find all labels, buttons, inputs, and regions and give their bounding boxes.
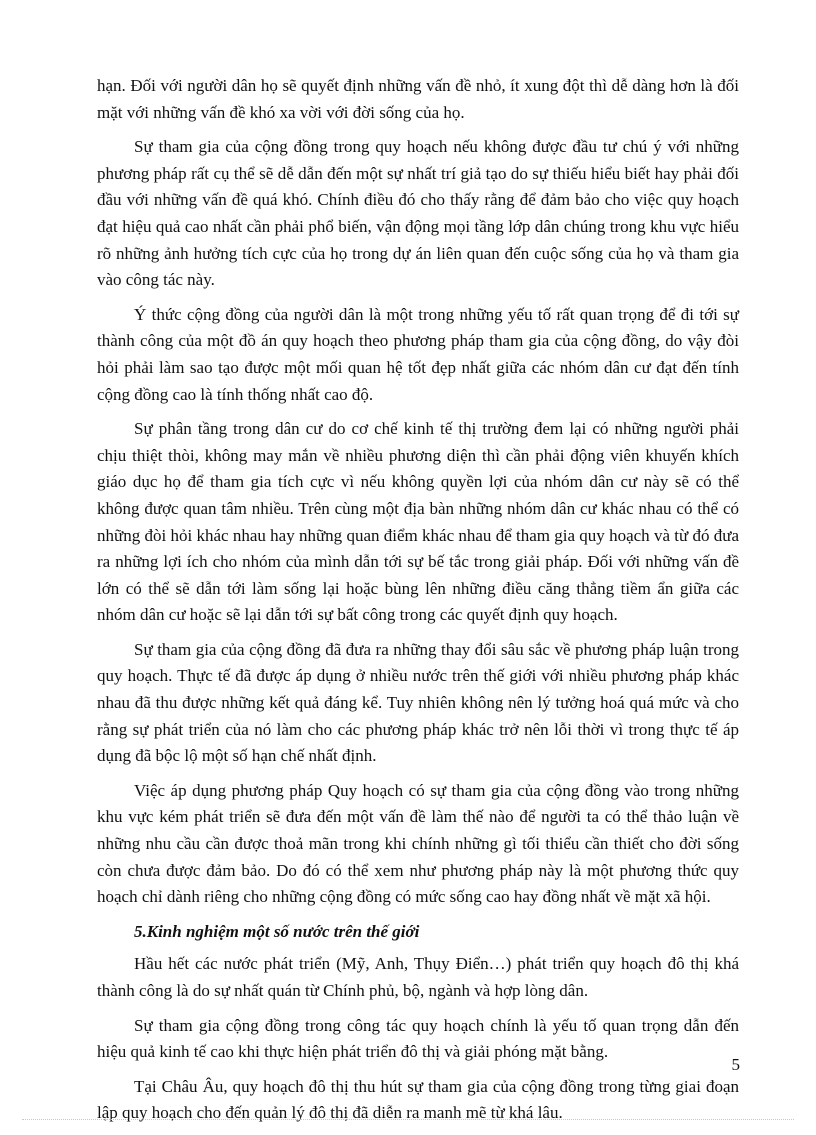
paragraph-developed-countries: Hầu hết các nước phát triển (Mỹ, Anh, Thụy Điển…) phát triển quy hoạch đô thị khá thành công là do sự nhất quán từ Chính phủ, bộ, ngành và hợp lòng dân.	[97, 954, 739, 1000]
paragraph-community-participation: Sự tham gia của cộng đồng trong quy hoạch nếu không được đầu tư chú ý với những phương pháp rất cụ thể sẽ dễ dẫn đến một sự nhất trí giả tạo do sự thiếu hiểu biết hay phải đối đầu với những vấn đề quá khó. Chính điều đó cho thấy rằng để đảm bảo cho việc quy hoạch đạt hiệu quả cao nhất cần phải phổ biến, vận động mọi tầng lớp dân chúng trong khu vực hiểu rõ những ảnh hưởng tích cực của họ trong dự án liên quan đến cuộc sống của họ và tham gia vào công tác này.	[97, 137, 739, 290]
paragraph-economic-efficiency: Sự tham gia cộng đồng trong công tác quy hoạch chính là yếu tố quan trọng dẫn đến hiệu quả kinh tế cao khi thực hiện phát triển đô thị và giải phóng mặt bằng.	[97, 1015, 739, 1062]
section-heading: 5.Kinh nghiệm một số nước trên thế giới	[134, 921, 420, 941]
paragraph-europe: Tại Châu Âu, quy hoạch đô thị thu hút sự tham gia của cộng đồng trong từng giai đoạn lập quy hoạch cho đến quản lý đô thị đã diễn ra manh mẽ từ khá lâu.	[97, 1076, 739, 1123]
page-bottom-divider	[22, 1119, 794, 1120]
page-number: 5	[731, 1055, 740, 1074]
paragraph-continuation: hạn. Đối với người dân họ sẽ quyết định những vấn đề nhỏ, ít xung đột thì dễ dàng hơn là đối mặt với những vấn đề khó xa vời với đời sống của họ.	[97, 76, 739, 122]
paragraph-underdeveloped-areas: Việc áp dụng phương pháp Quy hoạch có sự tham gia của cộng đồng vào trong những khu vực kém phát triển sẽ đưa đến một vấn đề làm thế nào để người ta có thể thảo luận về những nhu cầu cần được thoả mãn trong khi chính những gì tối thiểu cần thiết cho đời sống còn chưa được đảm bảo. Do đó có thể xem như phương pháp này là một phương thức quy hoạch chỉ dành riêng cho những cộng đồng có mức sống cao hay đồng nhất về mặt xã hội.	[97, 780, 739, 907]
paragraph-population-stratification: Sự phân tầng trong dân cư do cơ chế kinh tế thị trường đem lại có những người phải chịu thiệt thòi, không may mắn về nhiều phương diện thì cần phải động viên khuyến khích giáo dục họ để tham gia tích cực vì nếu không quyền lợi của nhóm dân cư này sẽ có thể không được quan tâm nhiều. Trên cùng một địa bàn những nhóm dân cư khác nhau có thể có những đòi hỏi khác nhau hay những quan điểm khác nhau để tham gia quy hoạch và từ đó đưa ra những lợi ích cho nhóm của mình dẫn tới sự bế tắc trong giải pháp. Đối với những vấn đề lớn có thể sẽ dẫn tới làm sống lại hoặc bùng lên những điều căng thẳng tiềm ẩn giữa các nhóm dân cư hoặc sẽ lại dẫn tới sự bất công trong các quyết định quy hoạch.	[97, 419, 739, 625]
paragraph-methodology-changes: Sự tham gia của cộng đồng đã đưa ra những thay đổi sâu sắc về phương pháp luận trong quy hoạch. Thực tế đã được áp dụng ở nhiều nước trên thế giới với nhiều phương pháp khác nhau đã thu được những kết quả đáng kể. Tuy nhiên không nên lý tưởng hoá quá mức và cho rằng sự phát triển của nó làm cho các phương pháp khác trở nên lỗi thời vì trong thực tế áp dụng đã bộc lộ một số hạn chế nhất định.	[97, 639, 739, 766]
document-body	[97, 73, 739, 1135]
paragraph-community-awareness: Ý thức cộng đồng của người dân là một trong những yếu tố rất quan trọng để đi tới sự thành công của một đồ án quy hoạch theo phương pháp tham gia của cộng đồng, do vậy đòi hỏi phải làm sao tạo được một mối quan hệ tốt đẹp nhất giữa các nhóm dân cư đạt đến tính cộng đồng cao là tính thống nhất cao độ.	[97, 304, 739, 404]
